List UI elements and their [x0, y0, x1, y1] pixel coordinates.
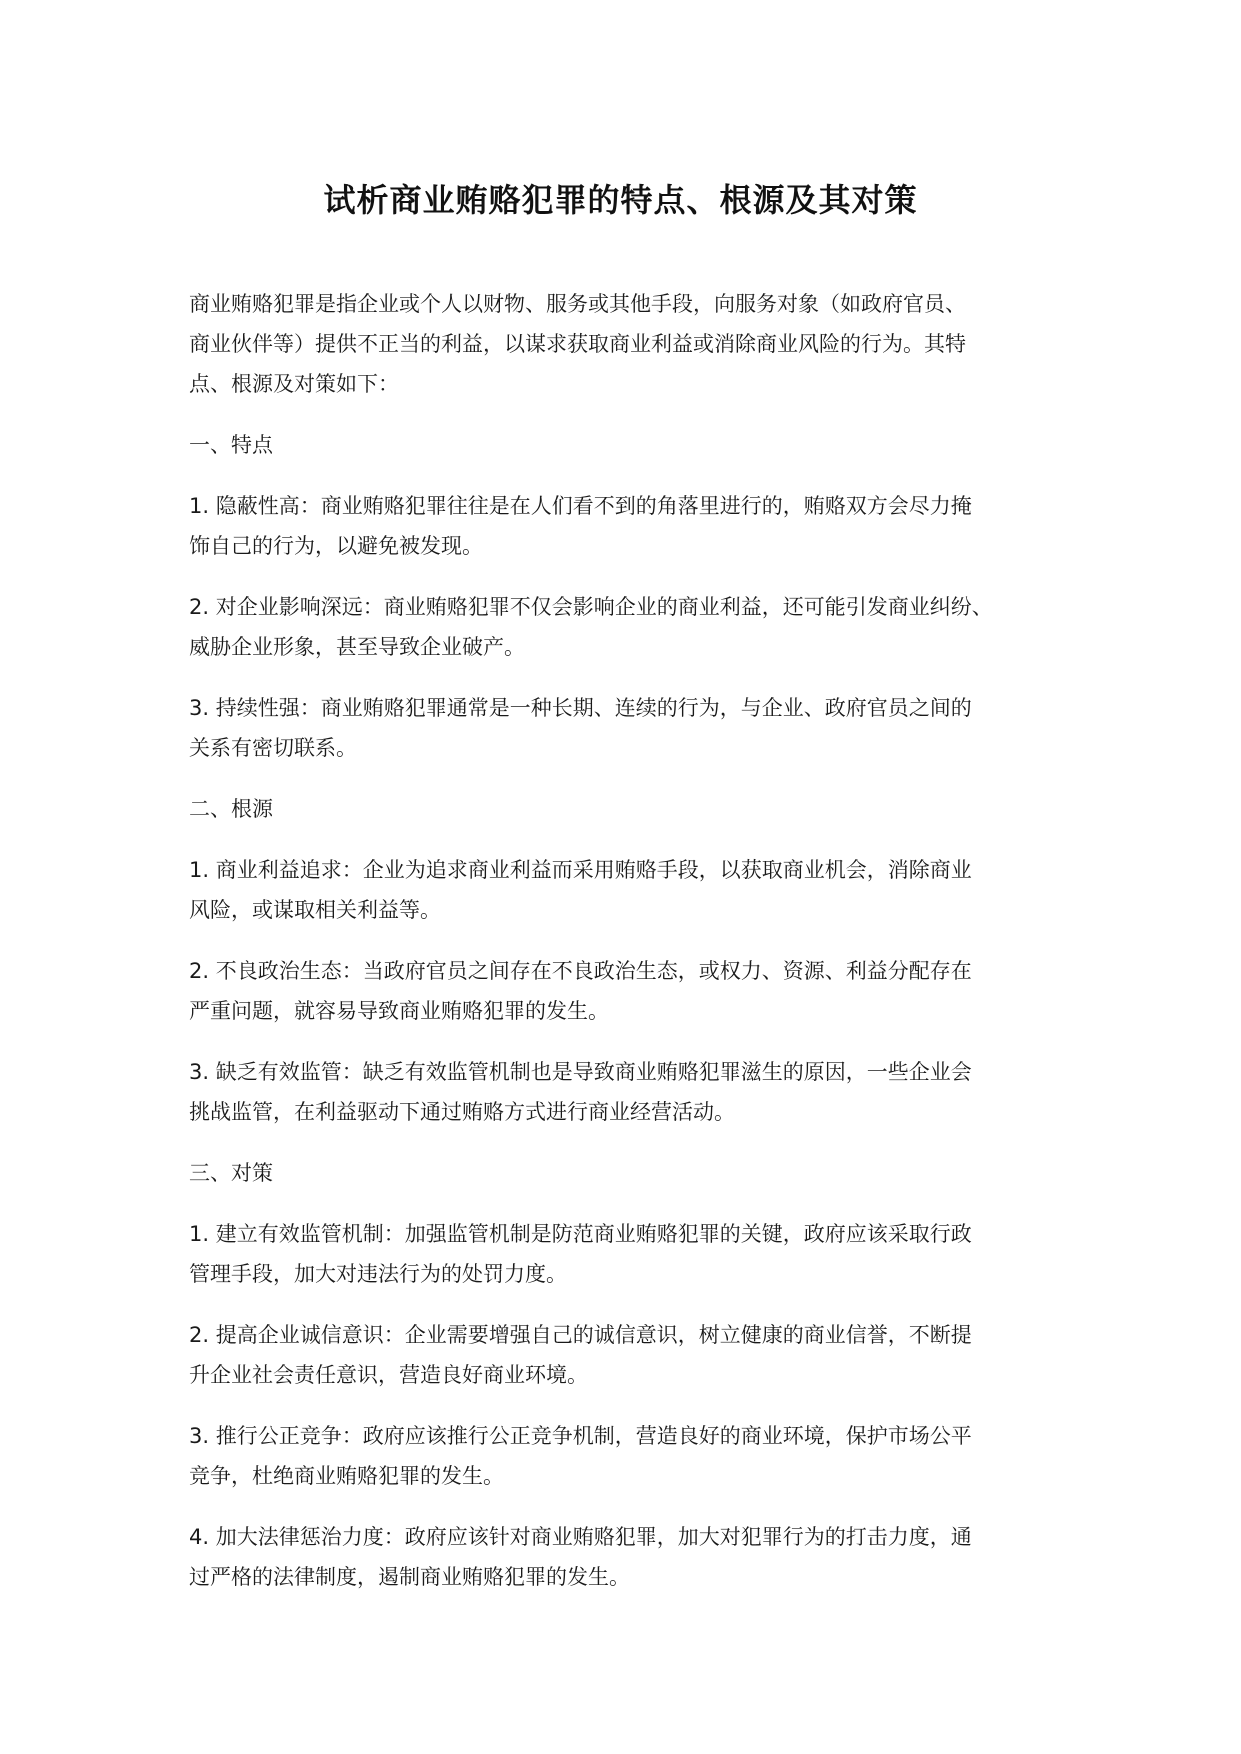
- list-item: 2. 提高企业诚信意识：企业需要增强自己的诚信意识，树立健康的商业信誉，不断提 升企业社会责任意识，营造良好商业环境。: [189, 1323, 972, 1387]
- list-item: 3. 持续性强：商业贿赂犯罪通常是一种长期、连续的行为，与企业、政府官员之间的 关系有密切联系。: [189, 696, 972, 760]
- document-body: [189, 284, 1069, 1618]
- list-item: 3. 缺乏有效监管：缺乏有效监管机制也是导致商业贿赂犯罪滋生的原因，一些企业会 挑战监管，在利益驱动下通过贿赂方式进行商业经营活动。: [189, 1060, 972, 1124]
- section-heading: 一、特点: [189, 433, 273, 457]
- list-item: 1. 隐蔽性高：商业贿赂犯罪往往是在人们看不到的角落里进行的，贿赂双方会尽力掩 饰自己的行为，以避免被发现。: [189, 494, 972, 558]
- intro-paragraph: 商业贿赂犯罪是指企业或个人以财物、服务或其他手段，向服务对象（如政府官员、 商业伙伴等）提供不正当的利益，以谋求获取商业利益或消除商业风险的行为。其特 点、根源及对策如下：: [189, 292, 966, 396]
- list-item: 1. 建立有效监管机制：加强监管机制是防范商业贿赂犯罪的关键，政府应该采取行政 管理手段，加大对违法行为的处罚力度。: [189, 1222, 972, 1286]
- list-item: 1. 商业利益追求：企业为追求商业利益而采用贿赂手段，以获取商业机会，消除商业 风险，或谋取相关利益等。: [189, 858, 972, 922]
- section-features: [189, 425, 1069, 768]
- list-item: 4. 加大法律惩治力度：政府应该针对商业贿赂犯罪，加大对犯罪行为的打击力度，通 过严格的法律制度，遏制商业贿赂犯罪的发生。: [189, 1525, 972, 1589]
- section-countermeasures: [189, 1153, 1069, 1597]
- list-item: 3. 推行公正竞争：政府应该推行公正竞争机制，营造良好的商业环境，保护市场公平 竞争，杜绝商业贿赂犯罪的发生。: [189, 1424, 972, 1488]
- page-title: 试析商业贿赂犯罪的特点、根源及其对策: [323, 181, 918, 219]
- list-item: 2. 对企业影响深远：商业贿赂犯罪不仅会影响企业的商业利益，还可能引发商业纠纷、 威胁企业形象，甚至导致企业破产。: [189, 595, 993, 659]
- section-heading: 二、根源: [189, 797, 273, 821]
- section-heading: 三、对策: [189, 1161, 273, 1185]
- section-roots: [189, 789, 1069, 1132]
- list-item: 2. 不良政治生态：当政府官员之间存在不良政治生态，或权力、资源、利益分配存在 严重问题，就容易导致商业贿赂犯罪的发生。: [189, 959, 972, 1023]
